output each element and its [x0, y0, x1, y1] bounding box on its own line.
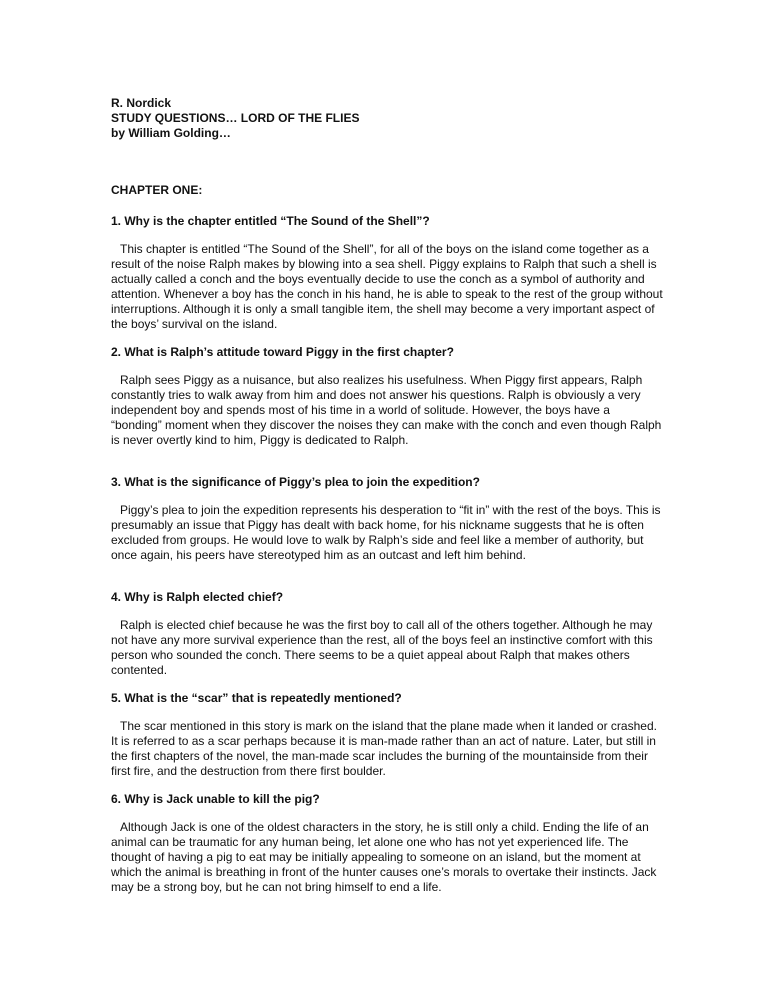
question-heading: 2. What is Ralph’s attitude toward Piggy in the first chapter? — [111, 345, 454, 359]
chapter-heading: CHAPTER ONE: — [111, 183, 203, 197]
question-heading: 4. Why is Ralph elected chief? — [111, 590, 284, 604]
document-page — [111, 96, 663, 895]
author-name: R. Nordick — [111, 96, 172, 110]
answer-paragraph: Ralph sees Piggy as a nuisance, but also realizes his usefulness. When Piggy first appears, Ralph constantly tries to walk away from him and does not answer his questions. Ralph is obviously a very independent boy and spends most of his time in a world of solitude. However, the boys have a “bonding” moment when they discover the noises they can make with the conch and even though Ralph is never overtly kind to him, Piggy is dedicated to Ralph. — [111, 373, 662, 447]
answer-paragraph: Although Jack is one of the oldest characters in the story, he is still only a child. Ending the life of an animal can be traumatic for any human being, let alone one who has not yet experienced life. The thought of having a pig to eat may be initially appealing to someone on an island, but the moment at which the animal is breathing in front of the hunter causes one’s morals to overtake their instincts. Jack may be a strong boy, but he can not bring himself to end a life. — [111, 820, 657, 894]
question-heading: 5. What is the “scar” that is repeatedly mentioned? — [111, 691, 402, 705]
answer-paragraph: Ralph is elected chief because he was the first boy to call all of the others together. Although he may not have any more survival experience than the rest, all of the boys feel an instinctive comfort with this person who sounded the conch. There seems to be a quiet appeal about Ralph that makes others contented. — [111, 618, 653, 677]
question-heading: 3. What is the significance of Piggy’s plea to join the expedition? — [111, 475, 480, 489]
question-heading: 6. Why is Jack unable to kill the pig? — [111, 792, 320, 806]
document-title: STUDY QUESTIONS… LORD OF THE FLIES — [111, 111, 360, 125]
answer-paragraph: This chapter is entitled “The Sound of the Shell”, for all of the boys on the island come together as a result of the noise Ralph makes by blowing into a sea shell. Piggy explains to Ralph that such a shell is actually called a conch and the boys eventually decide to use the conch as a symbol of authority and attention. Whenever a boy has the conch in his hand, he is able to speak to the rest of the group without interruptions. Although it is only a small tangible item, the shell may become a very important aspect of the boys’ survival on the island. — [111, 242, 663, 331]
answer-paragraph: The scar mentioned in this story is mark on the island that the plane made when it landed or crashed. It is referred to as a scar perhaps because it is man-made rather than an act of nature. Later, but still in the first chapters of the novel, the man-made scar includes the burning of the mountainside from their first fire, and the destruction from there first boulder. — [111, 719, 657, 778]
answer-paragraph: Piggy’s plea to join the expedition represents his desperation to “fit in” with the rest of the boys. This is presumably an issue that Piggy has dealt with back home, for his nickname suggests that he is often excluded from groups. He would love to walk by Ralph’s side and feel like a member of authority, but once again, his peers have stereotyped him as an outcast and left him behind. — [111, 503, 661, 562]
question-heading: 1. Why is the chapter entitled “The Sound of the Shell”? — [111, 214, 430, 228]
book-byline: by William Golding… — [111, 126, 231, 140]
